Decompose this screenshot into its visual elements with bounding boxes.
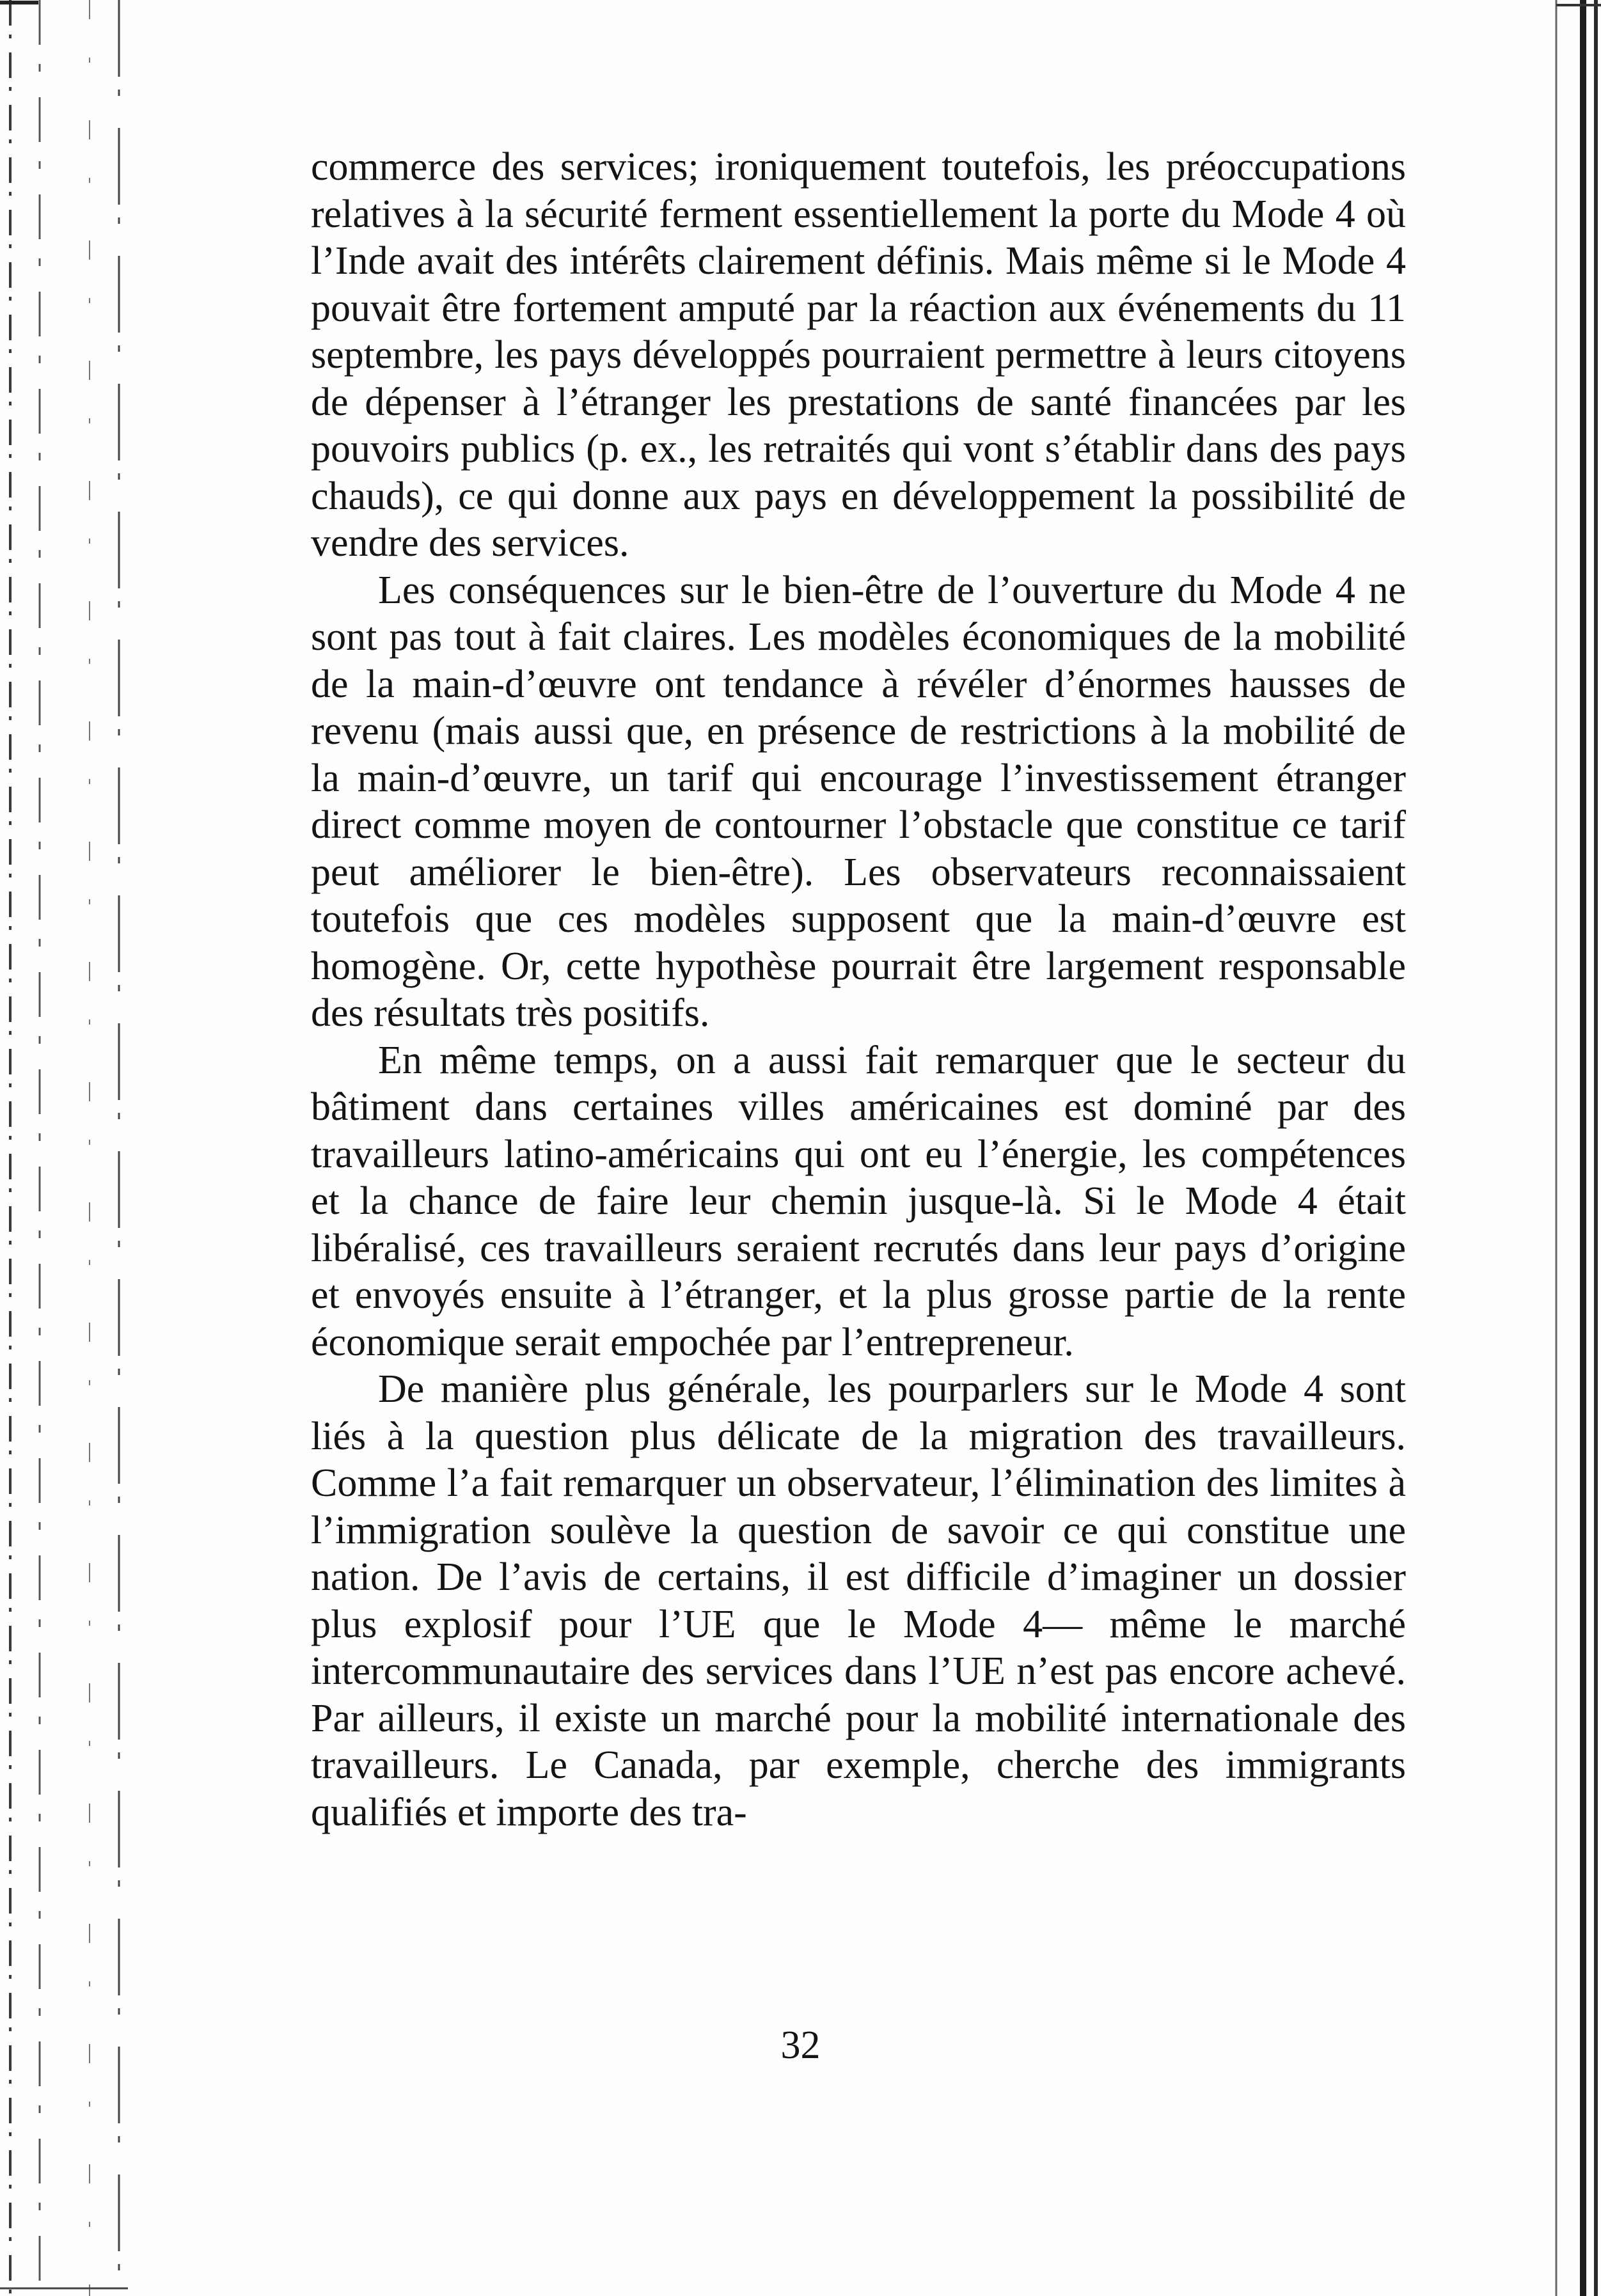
paragraph-1: commerce des services; ironiquement toutefois, les préoccupations relatives à la sécurité ferment essentiellement la porte du Mode 4 où l’Inde avait des intérêts clairement définis. Mais même si le Mode 4 pouvait être fortement amputé par la réaction aux événements du 11 septembre, les pays développés pourraient permettre à leurs citoyens de dépenser à l’étranger les prestations de santé financées par les pouvoirs publics (p. ex., les retraités qui vont s’établir dans des pays chauds), ce qui donne aux pays en développement la possibilité de vendre des services. (311, 145, 1406, 565)
paragraph-4: De manière plus générale, les pourparlers sur le Mode 4 sont liés à la question plus délicate de la migration des travailleurs. Comme l’a fait remarquer un observateur, l’élimination des limites à l’immigration soulève la question de savoir ce qui constitue une nation. De l’avis de certains, il est difficile d’imaginer un dossier plus explosif pour l’UE que le Mode 4— même le marché intercommunautaire des services dans l’UE n’est pas encore achevé. Par ailleurs, il existe un marché pour la mobilité internationale des travailleurs. Le Canada, par exemple, cherche des immigrants qualifiés et importe des tra- (311, 1367, 1406, 1834)
scan-edge-right (1543, 0, 1601, 2296)
paragraph-2: Les conséquences sur le bien-être de l’ouverture du Mode 4 ne sont pas tout à fait claires. Les modèles économiques de la mobilité de la main-d’œuvre ont tendance à révéler d’énormes hausses de revenu (mais aussi que, en présence de restrictions à la mobilité de la main-d’œuvre, un tarif qui encourage l’investissement étranger direct comme moyen de contourner l’obstacle que constitue ce tarif peut améliorer le bien-être). Les observateurs reconnaissaient toutefois que ces modèles supposent que la main-d’œuvre est homogène. Or, cette hypothèse pourrait être largement responsable des résultats très positifs. (311, 568, 1406, 1035)
page-number: 32 (780, 2024, 821, 2067)
paragraph-3: En même temps, on a aussi fait remarquer que le secteur du bâtiment dans certaines villes américaines est dominé par des travailleurs latino-américains qui ont eu l’énergie, les compétences et la chance de faire leur chemin jusque-là. Si le Mode 4 était libéralisé, ces travailleurs seraient recrutés dans leur pays d’origine et envoyés ensuite à l’étranger, et la plus grosse partie de la rente économique serait empochée par l’entrepreneur. (311, 1038, 1406, 1364)
page-body (311, 144, 1406, 1836)
scan-edge-left (0, 0, 141, 2296)
